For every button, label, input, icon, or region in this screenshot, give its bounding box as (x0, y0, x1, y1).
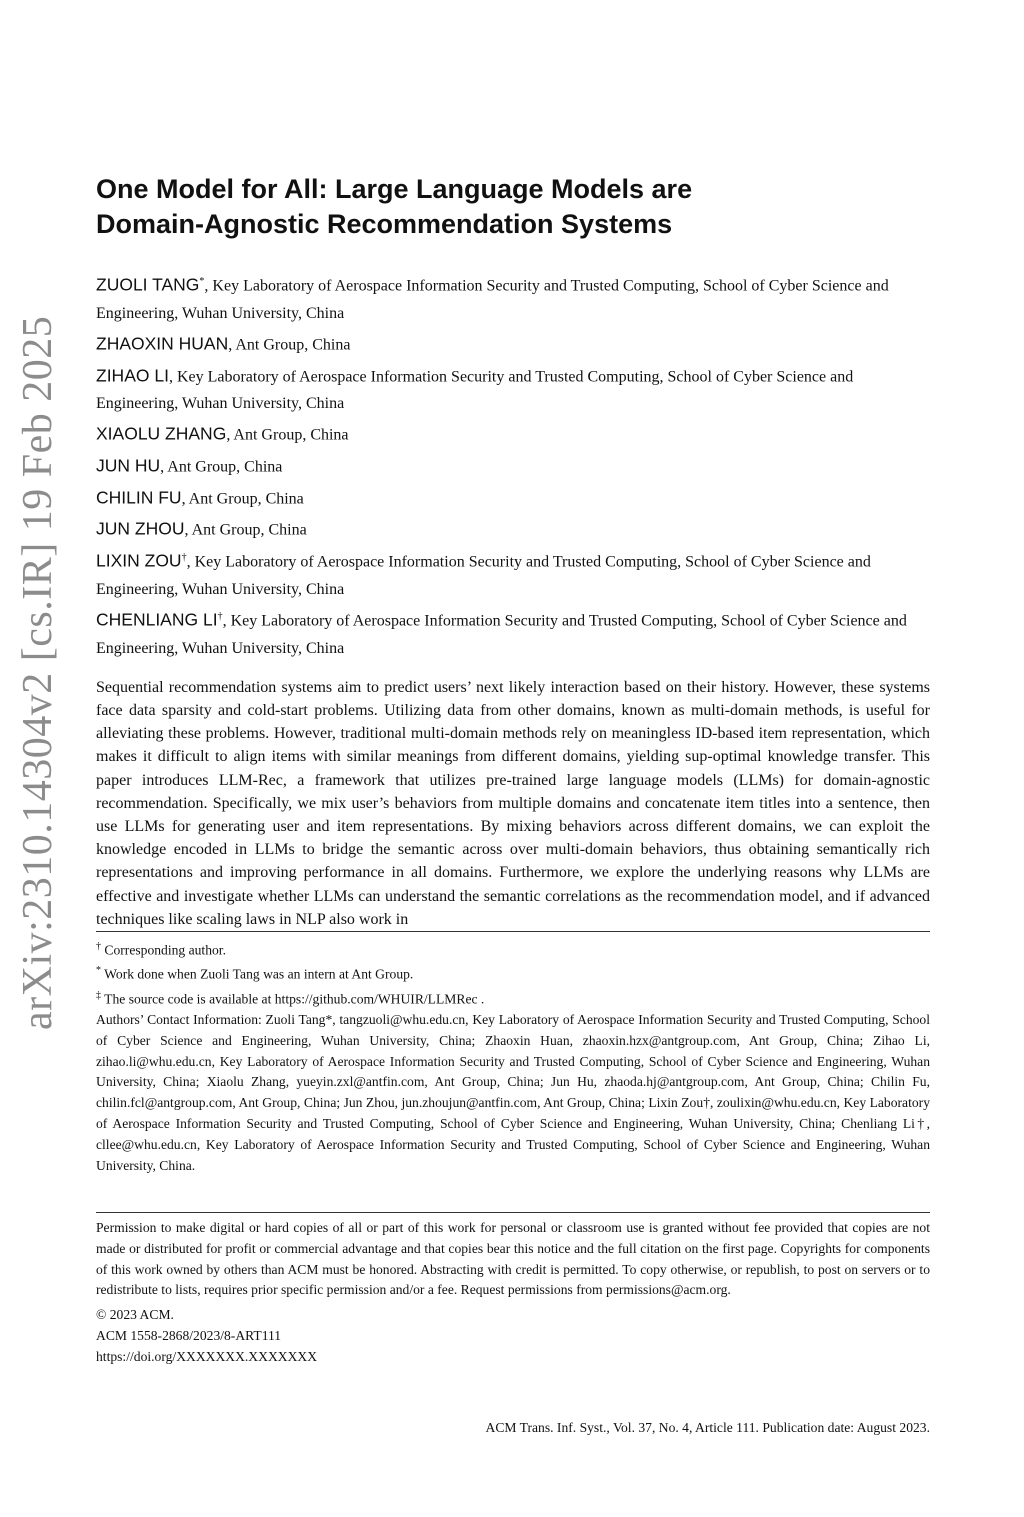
author-entry (96, 449, 930, 481)
permission-statement: Permission to make digital or hard copies of all or part of this work for personal or classroom use is granted without fee provided that copies are not made or distributed for profit or commercial advantage and that copies bear this notice and the full citation on the first page. Copyrights for components of this work owned by others than ACM must be honored. Abstracting with credit is permitted. To copy otherwise, or republish, to post on servers or to redistribute to lists, requires prior specific permission and/or a fee. Request permissions from permissions@acm.org. (96, 1220, 930, 1298)
footnote-text: The source code is available at https://github.com/WHUIR/LLMRec . (104, 991, 485, 1007)
permission-divider (96, 1212, 930, 1213)
footnote-text: Work done when Zuoli Tang was an intern at Ant Group. (104, 966, 414, 982)
footnotes (96, 937, 930, 1176)
author-name: JUN ZHOU (96, 518, 185, 539)
issn-line: ACM 1558-2868/2023/8-ART111 (96, 1327, 282, 1343)
abstract-text: Sequential recommendation systems aim to predict users’ next likely interaction based on their history. However, these systems face data sparsity and cold-start problems. Utilizing data from other domains, known as multi-domain methods, is useful for alleviating these problems. However, traditional multi-domain methods rely on meaningless ID-based item representation, which makes it difficult to align items with similar meanings from different domains, yielding sup-optimal knowledge transfer. This paper introduces LLM-Rec, a framework that utilizes pre-trained large language models (LLMs) for domain-agnostic recommendation. Specifically, we mix user’s behaviors from multiple domains and concatenate item titles into a sentence, then use LLMs for generating user and item representations. By mixing behaviors across different domains, we can exploit the knowledge encoded in LLMs to bridge the semantic across over multi-domain behaviors, thus obtaining semantically rich representations and improving performance in all domains. Furthermore, we explore the underlying reasons why LLMs are effective and investigate whether LLMs can understand the semantic correlations as the recommendation model, and if advanced techniques like scaling laws in NLP also work in (96, 678, 930, 928)
author-name: ZIHAO LI (96, 364, 169, 385)
author-name: XIAOLU ZHANG (96, 423, 227, 444)
author-entry (96, 327, 930, 359)
footnote-corresponding (96, 937, 930, 961)
footnote-source-code (96, 986, 930, 1010)
permission-block (96, 1218, 930, 1368)
paper-header (96, 172, 930, 931)
footnote-divider (96, 931, 930, 932)
author-entry (96, 268, 930, 327)
author-affiliation: , Ant Group, China (181, 490, 304, 508)
author-entry (96, 481, 930, 513)
author-affiliation: , Key Laboratory of Aerospace Information Security and Trusted Computing, School of Cyber Science and Engineering, Wuhan University, China (96, 612, 907, 657)
footnote-mark: ‡ (96, 989, 101, 1001)
title-line-2: Domain-Agnostic Recommendation Systems (96, 209, 673, 239)
author-affiliation: , Ant Group, China (226, 426, 349, 444)
author-affiliation: , Key Laboratory of Aerospace Information Security and Trusted Computing, School of Cyber Science and Engineering, Wuhan University, China (96, 277, 889, 322)
author-name: ZUOLI TANG (96, 274, 200, 295)
author-entry (96, 417, 930, 449)
doi-link[interactable]: https://doi.org/XXXXXXX.XXXXXXX (96, 1348, 318, 1364)
author-name: CHILIN FU (96, 487, 182, 508)
author-mark: † (181, 551, 187, 563)
paper-title (96, 172, 930, 242)
author-list (96, 268, 930, 662)
author-name: CHENLIANG LI (96, 609, 218, 630)
author-entry (96, 512, 930, 544)
author-affiliation: , Ant Group, China (228, 336, 351, 354)
author-affiliation: , Key Laboratory of Aerospace Information Security and Trusted Computing, School of Cyber Science and Engineering, Wuhan University, China (96, 553, 871, 598)
footnote-text: Corresponding author. (104, 942, 226, 958)
author-entry (96, 544, 930, 603)
author-entry (96, 359, 930, 418)
author-affiliation: , Key Laboratory of Aerospace Information Security and Trusted Computing, School of Cyber Science and Engineering, Wuhan University, China (96, 367, 854, 413)
author-mark: † (217, 610, 223, 622)
author-name: ZHAOXIN HUAN (96, 333, 229, 354)
footnote-intern (96, 961, 930, 985)
footnote-mark: * (96, 965, 101, 977)
copyright-line: © 2023 ACM. (96, 1307, 174, 1323)
running-footer: ACM Trans. Inf. Syst., Vol. 37, No. 4, Article 111. Publication date: August 2023. (485, 1420, 930, 1435)
author-affiliation: , Ant Group, China (160, 458, 283, 476)
author-contact-information: Authors’ Contact Information: Zuoli Tang*, tangzuoli@whu.edu.cn, Key Laboratory of Aerospace Information Security and Trusted Computing, School of Cyber Science and Engineering, Wuhan University, China; Zhaoxin Huan, zhaoxin.hzx@antgroup.com, Ant Group, China; Zihao Li, zihao.li@whu.edu.cn, Key Laboratory of Aerospace Information Security and Trusted Computing, School of Cyber Science and Engineering, Wuhan University, China; Xiaolu Zhang, yueyin.zxl@antfin.com, Ant Group, China; Jun Hu, zhaoda.hj@antgroup.com, Ant Group, China; Chilin Fu, chilin.fcl@antgroup.com, Ant Group, China; Jun Zhou, jun.zhoujun@antfin.com, Ant Group, China; Lixin Zou†, zoulixin@whu.edu.cn, Key Laboratory of Aerospace Information Security and Trusted Computing, School of Cyber Science and Engineering, Wuhan University, China; Chenliang Li†, cllee@whu.edu.cn, Key Laboratory of Aerospace Information Security and Trusted Computing, School of Cyber Science and Engineering, Wuhan University, China. (96, 1011, 930, 1173)
author-name: LIXIN ZOU (96, 550, 182, 571)
footnote-mark: † (96, 941, 101, 952)
author-mark: * (199, 276, 205, 287)
author-name: JUN HU (96, 455, 161, 476)
author-affiliation: , Ant Group, China (184, 521, 307, 539)
arxiv-identifier-stamp: arXiv:2310.14304v2 [cs.IR] 19 Feb 2025 (15, 315, 61, 1030)
author-entry (96, 603, 930, 662)
title-line-1: One Model for All: Large Language Models are (96, 174, 693, 204)
